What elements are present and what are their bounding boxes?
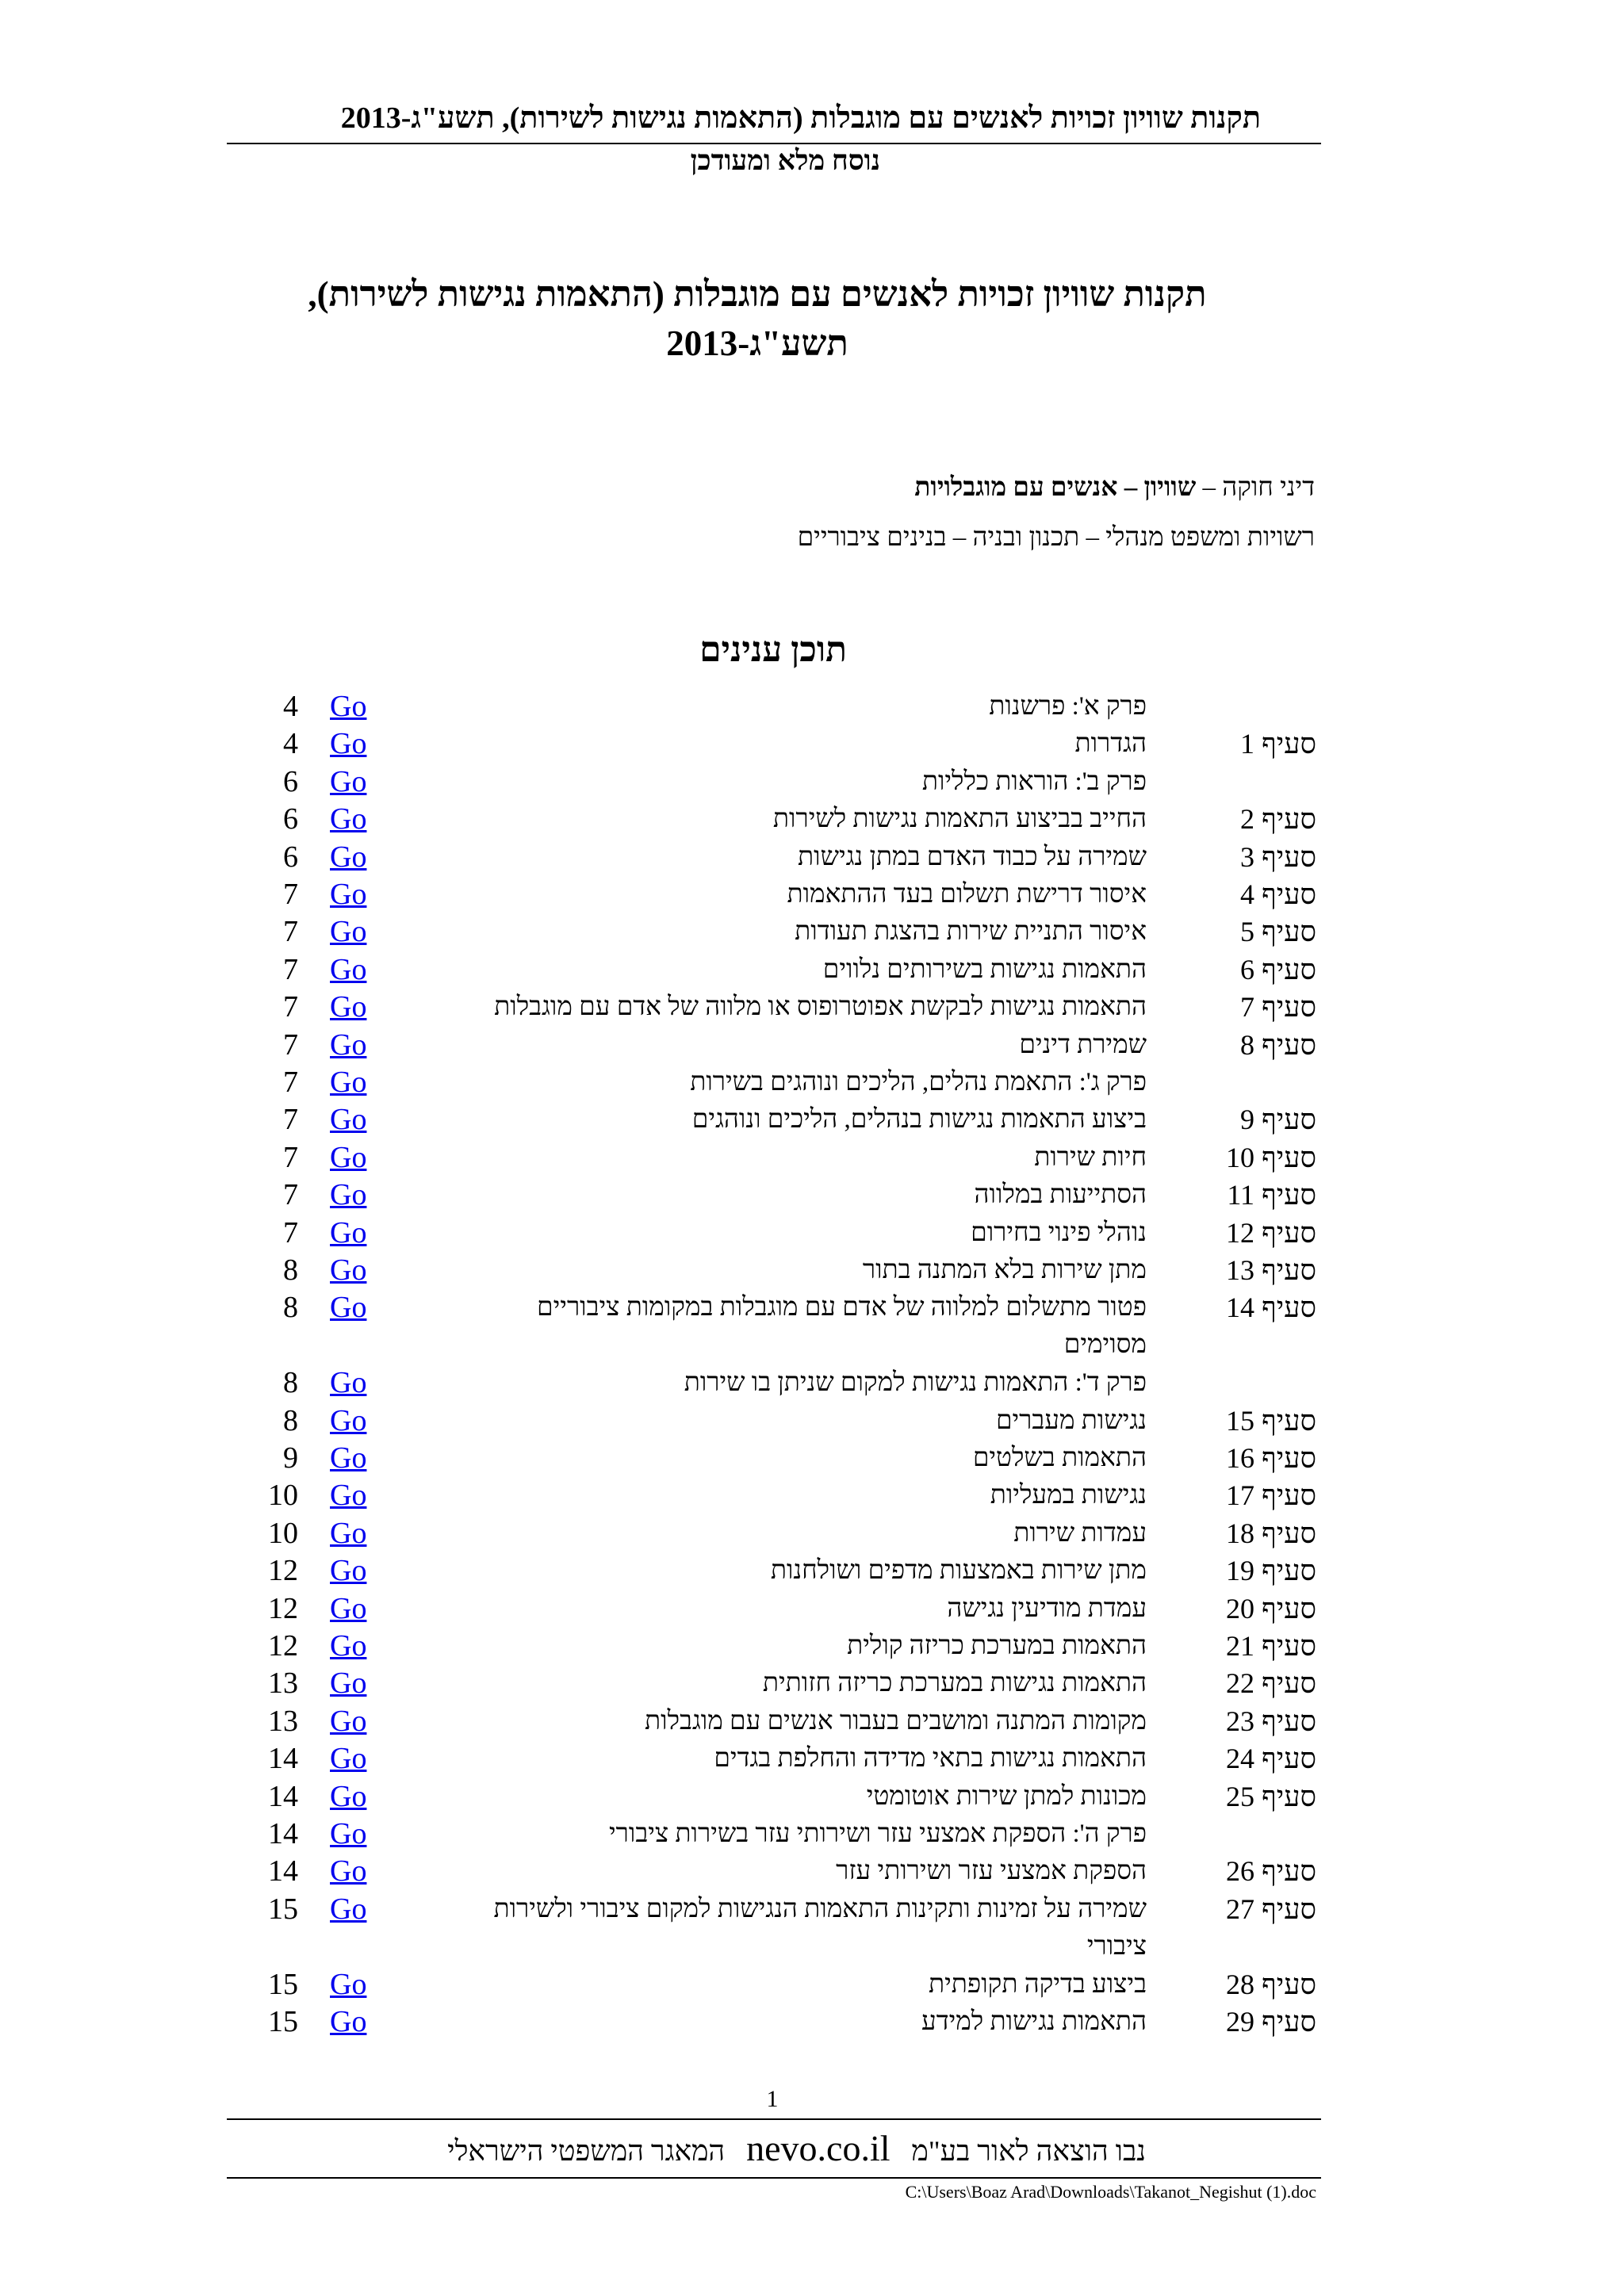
toc-row: [0, 1552, 1624, 1590]
toc-section-label: סעיף 18: [1226, 1517, 1316, 1549]
toc-entry-title: [403, 1477, 1147, 1514]
toc-entry-title-line: ציבורי: [1086, 1931, 1147, 1961]
toc-entry-title-line: הספקת אמצעי עזר ושירותי עזר: [836, 1857, 1147, 1886]
toc-page-number: 14: [268, 1742, 298, 1776]
toc-go-link[interactable]: Go: [330, 1516, 367, 1550]
toc-entry-title-line: שמירה על זמינות ותקינות התאמות הנגישות למקום ציבורי ולשירות: [493, 1894, 1147, 1923]
document-title-line-2: תשע"ג-2013: [666, 323, 848, 363]
toc-row: [0, 913, 1624, 951]
toc-go-link[interactable]: Go: [330, 1892, 367, 1926]
toc-row: [0, 2003, 1624, 2041]
toc-entry-title-line: עמדות שירות: [1013, 1518, 1147, 1548]
toc-go-link[interactable]: Go: [330, 1215, 367, 1249]
toc-page-number: 8: [283, 1253, 298, 1287]
toc-entry-title: [403, 1289, 1147, 1364]
toc-section-label: סעיף 20: [1226, 1592, 1316, 1624]
toc-entry-title: [403, 1515, 1147, 1552]
toc-page-number: 7: [283, 1140, 298, 1174]
toc-entry-title-line: החייב בביצוע התאמות נגישות לשירות: [772, 805, 1147, 834]
toc-entry-title-line: מתן שירות בלא המתנה בתור: [862, 1256, 1147, 1284]
toc-section-label: סעיף 22: [1226, 1667, 1316, 1700]
toc-page-number: 12: [268, 1554, 298, 1588]
toc-entry-title-line: מתן שירות באמצעות מדפים ושולחנות: [770, 1556, 1147, 1586]
toc-section-label: סעיף 9: [1240, 1104, 1316, 1136]
toc-entry-title-line: חיות שירות: [1034, 1142, 1147, 1172]
toc-section-label: סעיף 23: [1226, 1705, 1316, 1737]
toc-page-number: 4: [283, 727, 298, 761]
toc-row: [0, 876, 1624, 913]
toc-go-link[interactable]: Go: [330, 1591, 367, 1625]
publisher-tagline: המאגר המשפטי הישראלי: [447, 2135, 726, 2167]
toc-entry-title: [403, 2003, 1147, 2041]
footer-rule-top: [227, 2118, 1321, 2120]
toc-entry-title: [403, 763, 1147, 801]
toc-row: [0, 801, 1624, 838]
toc-section-label: סעיף 25: [1226, 1780, 1316, 1812]
toc-page-number: 7: [283, 1215, 298, 1249]
toc-section-label: סעיף 4: [1240, 878, 1316, 910]
category-bold: שוויון – אנשים עם מוגבלויות: [914, 473, 1197, 502]
toc-entry-title-line: הגדרות: [1074, 729, 1147, 759]
toc-page-number: 7: [283, 990, 298, 1024]
toc-page-number: 8: [283, 1366, 298, 1400]
toc-entry-title: [403, 839, 1147, 876]
toc-row: [0, 1853, 1624, 1890]
toc-section-label: סעיף 19: [1226, 1555, 1316, 1587]
toc-go-link[interactable]: Go: [330, 1253, 367, 1287]
toc-entry-title: [403, 1665, 1147, 1702]
toc-entry-title: [403, 1402, 1147, 1440]
toc-entry-title: [403, 1252, 1147, 1289]
toc-go-link[interactable]: Go: [330, 1817, 367, 1850]
toc-go-link[interactable]: Go: [330, 1027, 367, 1062]
toc-go-link[interactable]: Go: [330, 1103, 367, 1137]
toc-row: [0, 989, 1624, 1026]
toc-entry-title: [403, 1891, 1147, 1965]
category-prefix: רשויות ומשפט מנהלי – תכנון ובניה – בנינים ציבוריים: [797, 523, 1315, 552]
toc-go-link[interactable]: Go: [330, 2005, 367, 2038]
toc-row: [0, 725, 1624, 763]
toc-go-link[interactable]: Go: [330, 690, 367, 723]
toc-entry-title: [403, 1027, 1147, 1064]
toc-entry-title: [403, 688, 1147, 725]
toc-entry-title: [403, 1628, 1147, 1665]
toc-section-label: סעיף 7: [1240, 991, 1316, 1024]
toc-page-number: 8: [283, 1403, 298, 1437]
toc-page-number: 7: [283, 1066, 298, 1099]
toc-section-label: סעיף 16: [1226, 1442, 1316, 1474]
toc-row: [0, 1665, 1624, 1702]
toc-page-number: 12: [268, 1629, 298, 1663]
toc-entry-title: [403, 1440, 1147, 1477]
toc-section-label: סעיף 26: [1226, 1855, 1316, 1888]
category-prefix: דיני חוקה –: [1196, 473, 1315, 502]
toc-section-label: סעיף 1: [1240, 728, 1316, 760]
toc-page-number: 7: [283, 1178, 298, 1212]
toc-section-label: סעיף 21: [1226, 1630, 1316, 1662]
toc-entry-title-line: פרק ב': הוראות כלליות: [921, 767, 1147, 796]
toc-entry-title-line: התאמות נגישות בשירותים נלווים: [822, 955, 1147, 984]
toc-row: [0, 1703, 1624, 1740]
toc-entry-title-line: פרק א': פרשנות: [989, 692, 1147, 721]
toc-entry-title-line: ביצוע בדיקה תקופתית: [929, 1969, 1147, 1999]
toc-section-label: סעיף 10: [1226, 1141, 1316, 1173]
toc-entry-title-line: שמירת דינים: [1019, 1030, 1147, 1059]
toc-row: [0, 1515, 1624, 1552]
toc-page-number: 9: [283, 1441, 298, 1475]
toc-row: [0, 1966, 1624, 2003]
toc-go-link[interactable]: Go: [330, 1554, 367, 1588]
toc-row: [0, 1477, 1624, 1514]
toc-entry-title-line: עמדת מודיעין נגישה: [947, 1594, 1147, 1623]
toc-row: [0, 1440, 1624, 1477]
toc-page-number: 13: [268, 1667, 298, 1701]
toc-page-number: 13: [268, 1704, 298, 1738]
toc-row: [0, 688, 1624, 725]
running-title: תקנות שוויון זכויות לאנשים עם מוגבלות (התאמות נגישות לשירות), תשע"ג-2013: [340, 101, 1261, 135]
toc-section-label: סעיף 6: [1240, 953, 1316, 985]
toc-entry-title-line: נוהלי פינוי בחירום: [971, 1218, 1147, 1247]
toc-section-label: סעיף 12: [1226, 1216, 1316, 1249]
toc-section-label: סעיף 15: [1226, 1404, 1316, 1437]
toc-row: [0, 1215, 1624, 1252]
toc-page-number: 14: [268, 1779, 298, 1813]
toc-entry-title: [403, 913, 1147, 951]
toc-entry-title: [403, 1816, 1147, 1853]
toc-entry-title-line: שמירה על כבוד האדם במתן נגישות: [798, 842, 1147, 871]
toc-page-number: 6: [283, 840, 298, 874]
toc-row: [0, 1891, 1624, 1961]
toc-entry-title-line: התאמות נגישות לבקשת אפוטרופוס או מלווה של אדם עם מוגבלות: [494, 993, 1147, 1022]
toc-go-link[interactable]: Go: [330, 1667, 367, 1701]
toc-row: [0, 951, 1624, 989]
toc-go-link[interactable]: Go: [330, 1479, 367, 1513]
toc-go-link[interactable]: Go: [330, 878, 367, 911]
toc-row: [0, 763, 1624, 801]
toc-entry-title-line: איסור התניית שירות בהצגת תעודות: [795, 917, 1147, 947]
toc-page-number: 7: [283, 878, 298, 911]
toc-entry-title: [403, 1778, 1147, 1816]
toc-heading: תוכן ענינים: [699, 630, 847, 669]
toc-entry-title-line: פרק ג': התאמת נהלים, הליכים ונוהגים בשירות: [690, 1068, 1147, 1096]
toc-row: [0, 1778, 1624, 1816]
file-path: C:\Users\Boaz Arad\Downloads\Takanot_Negishut (1).doc: [905, 2182, 1316, 2202]
toc-entry-title: [403, 1552, 1147, 1590]
toc-page-number: 14: [268, 1854, 298, 1888]
toc-entry-title-line: התאמות נגישות למידע: [921, 2007, 1147, 2036]
toc-go-link[interactable]: Go: [330, 1779, 367, 1813]
toc-section-label: סעיף 11: [1227, 1179, 1316, 1211]
page-number: 1: [766, 2086, 779, 2112]
toc-entry-title-line: מכונות למתן שירות אוטומטי: [866, 1781, 1147, 1811]
toc-go-link[interactable]: Go: [330, 915, 367, 949]
toc-entry-title-line: פטור מתשלום למלווה של אדם עם מוגבלות במקומות ציבוריים: [537, 1293, 1147, 1322]
toc-row: [0, 1364, 1624, 1402]
toc-go-link[interactable]: Go: [330, 1403, 367, 1437]
toc-go-link[interactable]: Go: [330, 1291, 367, 1325]
toc-page-number: 6: [283, 764, 298, 798]
toc-row: [0, 1289, 1624, 1360]
toc-go-link[interactable]: Go: [330, 1140, 367, 1174]
toc-row: [0, 1139, 1624, 1177]
toc-page-number: 14: [268, 1817, 298, 1850]
toc-page-number: 15: [268, 2005, 298, 2038]
toc-entry-title-line: הסתייעות במלווה: [974, 1181, 1147, 1210]
category-line: [396, 470, 1315, 505]
toc-section-label: סעיף 5: [1240, 916, 1316, 948]
toc-section-label: סעיף 28: [1226, 1968, 1316, 2000]
toc-section-label: סעיף 24: [1226, 1743, 1316, 1775]
toc-entry-title-line: איסור דרישת תשלום בעד ההתאמות: [787, 880, 1147, 909]
toc-entry-title: [403, 1064, 1147, 1101]
toc-entry-title-line: התאמות במערכת כריזה קולית: [847, 1632, 1147, 1660]
toc-go-link[interactable]: Go: [330, 1742, 367, 1776]
toc-row: [0, 1590, 1624, 1628]
toc-entry-title-line: התאמות נגישות בתאי מדידה והחלפת בגדים: [714, 1744, 1147, 1774]
toc-section-label: סעיף 3: [1240, 840, 1316, 873]
footer-publisher: [396, 2128, 1146, 2172]
toc-entry-title: [403, 1966, 1147, 2003]
toc-page-number: 10: [268, 1516, 298, 1550]
toc-entry-title: [403, 989, 1147, 1026]
toc-page-number: 12: [268, 1591, 298, 1625]
toc-section-label: סעיף 8: [1240, 1028, 1316, 1061]
footer-rule-bottom: [227, 2177, 1321, 2179]
toc-go-link[interactable]: Go: [330, 1967, 367, 2001]
toc-entry-title-line: התאמות נגישות במערכת כריזה חזותית: [762, 1669, 1147, 1698]
toc-go-link[interactable]: Go: [330, 1178, 367, 1212]
toc-page-number: 6: [283, 802, 298, 836]
toc-page-number: 7: [283, 915, 298, 949]
toc-page-number: 7: [283, 1103, 298, 1137]
toc-entry-title-line: נגישות במעליות: [990, 1481, 1147, 1510]
category-line: [396, 520, 1315, 555]
toc-row: [0, 839, 1624, 876]
toc-entry-title-line: פרק ד': התאמות נגישות למקום שניתן בו שירות: [684, 1368, 1147, 1398]
toc-page-number: 7: [283, 1027, 298, 1062]
toc-entry-title: [403, 1853, 1147, 1890]
toc-row: [0, 1252, 1624, 1289]
toc-go-link[interactable]: Go: [330, 802, 367, 836]
toc-page-number: 4: [283, 690, 298, 723]
toc-entry-title: [403, 951, 1147, 989]
toc-page-number: 10: [268, 1479, 298, 1513]
toc-entry-title: [403, 1177, 1147, 1214]
toc-row: [0, 1628, 1624, 1665]
toc-section-label: סעיף 14: [1226, 1292, 1316, 1324]
toc-go-link[interactable]: Go: [330, 840, 367, 874]
toc-page-number: 15: [268, 1967, 298, 2001]
publisher-name: נבו הוצאה לאור בע"מ: [911, 2135, 1146, 2167]
document-title-line-1: תקנות שוויון זכויות לאנשים עם מוגבלות (התאמות נגישות לשירות),: [308, 274, 1207, 314]
toc-section-label: סעיף 17: [1226, 1479, 1316, 1512]
toc-go-link[interactable]: Go: [330, 764, 367, 798]
toc-entry-title-line: פרק ה': הספקת אמצעי עזר ושירותי עזר בשירות ציבורי: [609, 1820, 1147, 1848]
toc-row: [0, 1177, 1624, 1214]
toc-go-link[interactable]: Go: [330, 1366, 367, 1400]
toc-go-link[interactable]: Go: [330, 1441, 367, 1475]
toc-go-link[interactable]: Go: [330, 1066, 367, 1099]
toc-row: [0, 1816, 1624, 1853]
toc-section-label: סעיף 2: [1240, 803, 1316, 836]
toc-page-number: 7: [283, 952, 298, 986]
toc-section-label: סעיף 27: [1226, 1892, 1316, 1925]
toc-entry-title: [403, 1590, 1147, 1628]
toc-entry-title-line: מקומות המתנה ומושבים בעבור אנשים עם מוגבלות: [645, 1706, 1147, 1735]
toc-entry-title: [403, 1364, 1147, 1402]
toc-go-link[interactable]: Go: [330, 727, 367, 761]
toc-go-link[interactable]: Go: [330, 1629, 367, 1663]
toc-entry-title: [403, 1703, 1147, 1740]
toc-go-link[interactable]: Go: [330, 1704, 367, 1738]
toc-entry-title: [403, 1139, 1147, 1177]
toc-entry-title: [403, 725, 1147, 763]
running-subtitle: נוסח מלא ומעודכן: [690, 145, 880, 176]
toc-page-number: 15: [268, 1892, 298, 1926]
toc-page-number: 8: [283, 1291, 298, 1325]
toc-go-link[interactable]: Go: [330, 1854, 367, 1888]
toc-row: [0, 1402, 1624, 1440]
publisher-site: nevo.co.il: [746, 2128, 891, 2168]
toc-section-label: סעיף 13: [1226, 1254, 1316, 1286]
toc-entry-title-line: נגישות מעברים: [995, 1406, 1147, 1435]
toc-entry-title-line: מסוימים: [1063, 1330, 1147, 1360]
document-title: [270, 270, 1245, 368]
toc-entry-title: [403, 1101, 1147, 1138]
toc-entry-title: [403, 1215, 1147, 1252]
toc-entry-title: [403, 801, 1147, 838]
toc-row: [0, 1101, 1624, 1138]
toc-row: [0, 1064, 1624, 1101]
toc-go-link[interactable]: Go: [330, 990, 367, 1024]
toc-entry-title: [403, 876, 1147, 913]
toc-section-label: סעיף 29: [1226, 2006, 1316, 2038]
toc-go-link[interactable]: Go: [330, 952, 367, 986]
toc-row: [0, 1027, 1624, 1064]
toc-row: [0, 1740, 1624, 1777]
toc-entry-title-line: ביצוע התאמות נגישות בנהלים, הליכים ונוהגים: [691, 1105, 1147, 1135]
toc-entry-title: [403, 1740, 1147, 1777]
toc-entry-title-line: התאמות בשלטים: [972, 1444, 1147, 1472]
